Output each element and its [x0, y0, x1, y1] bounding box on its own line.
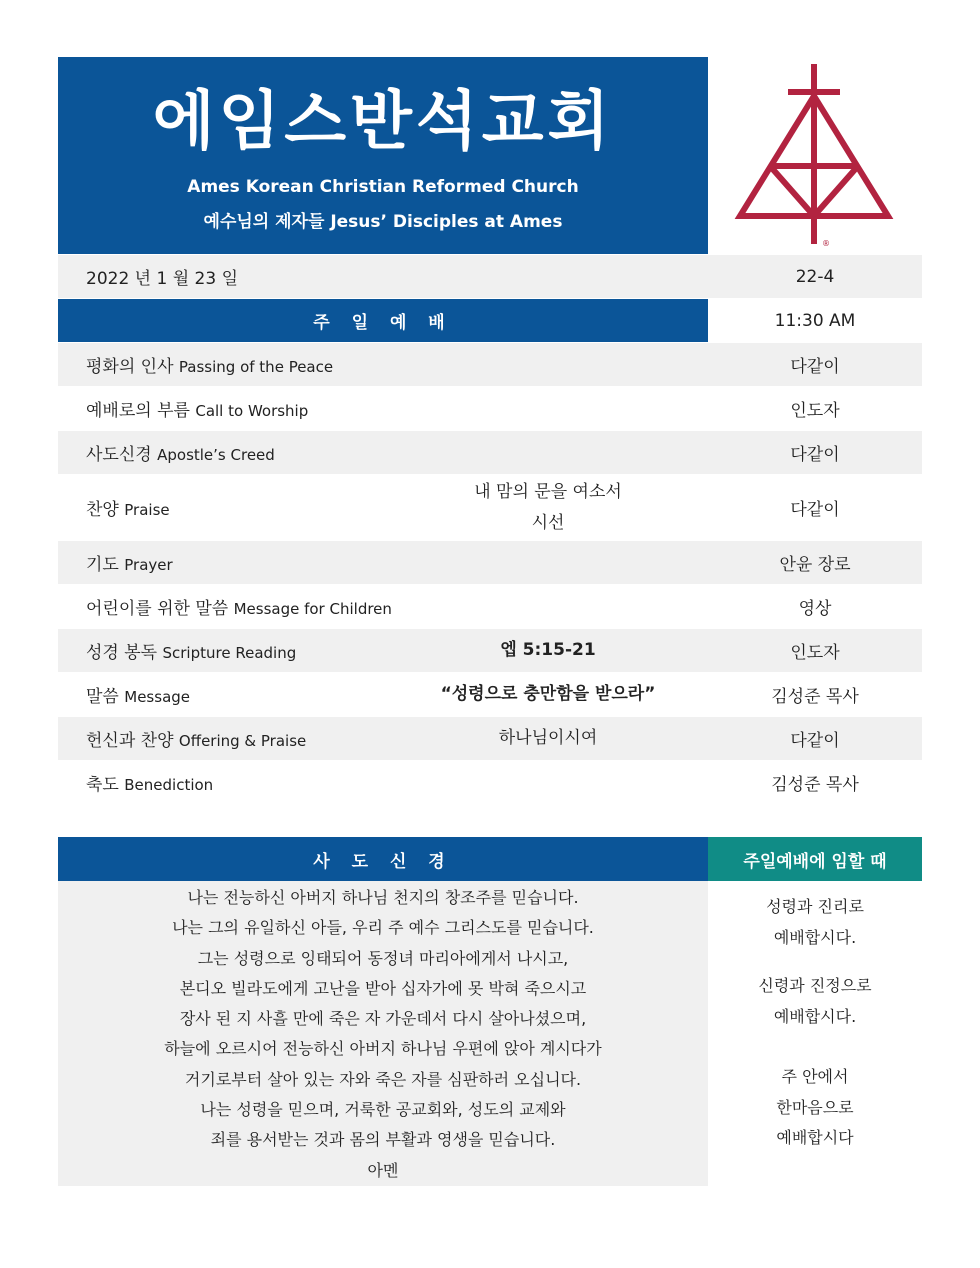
- order-item-leader: 다같이: [790, 500, 840, 520]
- crc-cross-triangle-logo-icon: [734, 62, 894, 252]
- order-row: [58, 585, 922, 628]
- order-item-ko: 성경 봉독: [86, 643, 158, 663]
- church-header: [58, 57, 708, 254]
- creed-line: 거기로부터 살아 있는 자와 죽은 자를 심판하러 오십니다.: [184, 1069, 582, 1089]
- offering-song-title: 하나님이시여: [498, 728, 598, 749]
- attitude-line: 한마음으로: [776, 1097, 854, 1117]
- order-item-en: Passing of the Peace: [178, 358, 334, 376]
- creed-line: 아멘: [367, 1160, 399, 1180]
- order-item-leader: 인도자: [790, 643, 840, 663]
- attitude-line: 예배합시다.: [773, 927, 857, 947]
- order-item-leader: 안윤 장로: [779, 555, 851, 575]
- order-item-leader: 영상: [798, 599, 832, 619]
- order-row: [58, 629, 922, 672]
- order-row: [58, 717, 922, 760]
- order-item-en: Benediction: [124, 776, 214, 794]
- praise-song-subtitle: 시선: [531, 512, 565, 533]
- order-item-en: Message: [124, 688, 191, 706]
- order-row: [58, 673, 922, 716]
- order-row: [58, 541, 922, 584]
- creed-line: 나는 전능하신 아버지 하나님 천지의 창조주를 믿습니다.: [187, 888, 579, 907]
- order-item-ko: 찬양: [86, 500, 119, 520]
- service-date: 2022 년 1 월 23 일: [86, 269, 238, 289]
- creed-line: 죄를 용서받는 것과 몸의 부활과 영생을 믿습니다.: [210, 1130, 556, 1150]
- attitude-line: 성령과 진리로: [766, 897, 864, 916]
- scripture-reference: 엡 5:15-21: [500, 640, 596, 661]
- church-subtitle-motto: 예수님의 제자들 Jesus’ Disciples at Ames: [203, 212, 563, 233]
- creed-line: 하늘에 오르시어 전능하신 아버지 하나님 우편에 앉아 계시다가: [164, 1039, 602, 1059]
- order-item-en: Offering & Praise: [178, 732, 307, 750]
- order-item-ko: 축도: [86, 775, 119, 795]
- order-item-en: Praise: [124, 501, 170, 519]
- registered-mark: ®: [822, 239, 830, 248]
- order-item-en: Message for Children: [233, 600, 392, 618]
- creed-line: 그는 성령으로 잉태되어 동정녀 마리아에게서 나시고,: [197, 948, 569, 968]
- apostles-creed-text: [58, 881, 708, 1186]
- attitude-line: 예배합시다.: [773, 1006, 857, 1026]
- order-item-en: Scripture Reading: [162, 644, 297, 662]
- order-row: [58, 387, 922, 430]
- order-item-leader: 김성준 목사: [771, 687, 859, 707]
- creed-line: 나는 성령을 믿으며, 거룩한 공교회와, 성도의 교제와: [200, 1100, 566, 1120]
- order-item-ko: 기도: [86, 555, 119, 575]
- issue-number: 22-4: [795, 266, 835, 287]
- order-item-en: Apostle’s Creed: [157, 446, 275, 464]
- order-item-en: Prayer: [124, 556, 173, 574]
- attitude-spacer: [708, 953, 922, 971]
- order-item-ko: 어린이를 위한 말씀: [86, 599, 229, 619]
- order-item-leader: 다같이: [790, 357, 840, 377]
- attitude-line: 신령과 진정으로: [758, 976, 872, 995]
- order-item-ko: 평화의 인사: [86, 357, 174, 377]
- order-item-ko: 사도신경: [86, 445, 152, 465]
- order-item-en: Call to Worship: [195, 402, 309, 420]
- order-item-ko: 말씀: [86, 687, 119, 707]
- creed-line: 본디오 빌라도에게 고난을 받아 십자가에 못 박혀 죽으시고: [179, 978, 587, 998]
- order-item-leader: 김성준 목사: [771, 775, 859, 795]
- order-item-ko: 헌신과 찬양: [86, 731, 174, 751]
- church-subtitle-english: Ames Korean Christian Reformed Church: [187, 177, 579, 198]
- attitude-spacer: [708, 1032, 922, 1062]
- order-item-leader: 다같이: [790, 445, 840, 465]
- order-row: [58, 431, 922, 474]
- order-row: [58, 343, 922, 386]
- church-title: 에임스반석교회: [152, 85, 614, 159]
- creed-bar: 사 도 신 경: [58, 837, 708, 881]
- service-bar: 주 일 예 배: [58, 299, 708, 342]
- creed-line: 나는 그의 유일하신 아들, 우리 주 예수 그리스도를 믿습니다.: [172, 918, 594, 938]
- order-item-leader: 인도자: [790, 401, 840, 421]
- order-item-ko: 예배로의 부름: [86, 401, 190, 421]
- attitude-bar: 주일예배에 임할 때: [708, 837, 922, 881]
- sermon-title: “성령으로 충만함을 받으라”: [440, 684, 656, 705]
- attitude-line: 주 안에서: [781, 1067, 849, 1086]
- attitude-line: 예배합시다: [776, 1128, 854, 1147]
- order-row: [58, 761, 922, 804]
- date-row: [58, 255, 922, 298]
- order-row: [58, 475, 922, 540]
- worship-attitude-text: [708, 892, 922, 1154]
- praise-song-title: 내 맘의 문을 여소서: [474, 481, 622, 502]
- creed-line: 장사 된 지 사흘 만에 죽은 자 가운데서 다시 살아나셨으며,: [179, 1009, 587, 1029]
- service-time: 11:30 AM: [774, 310, 856, 331]
- order-item-leader: 다같이: [790, 731, 840, 751]
